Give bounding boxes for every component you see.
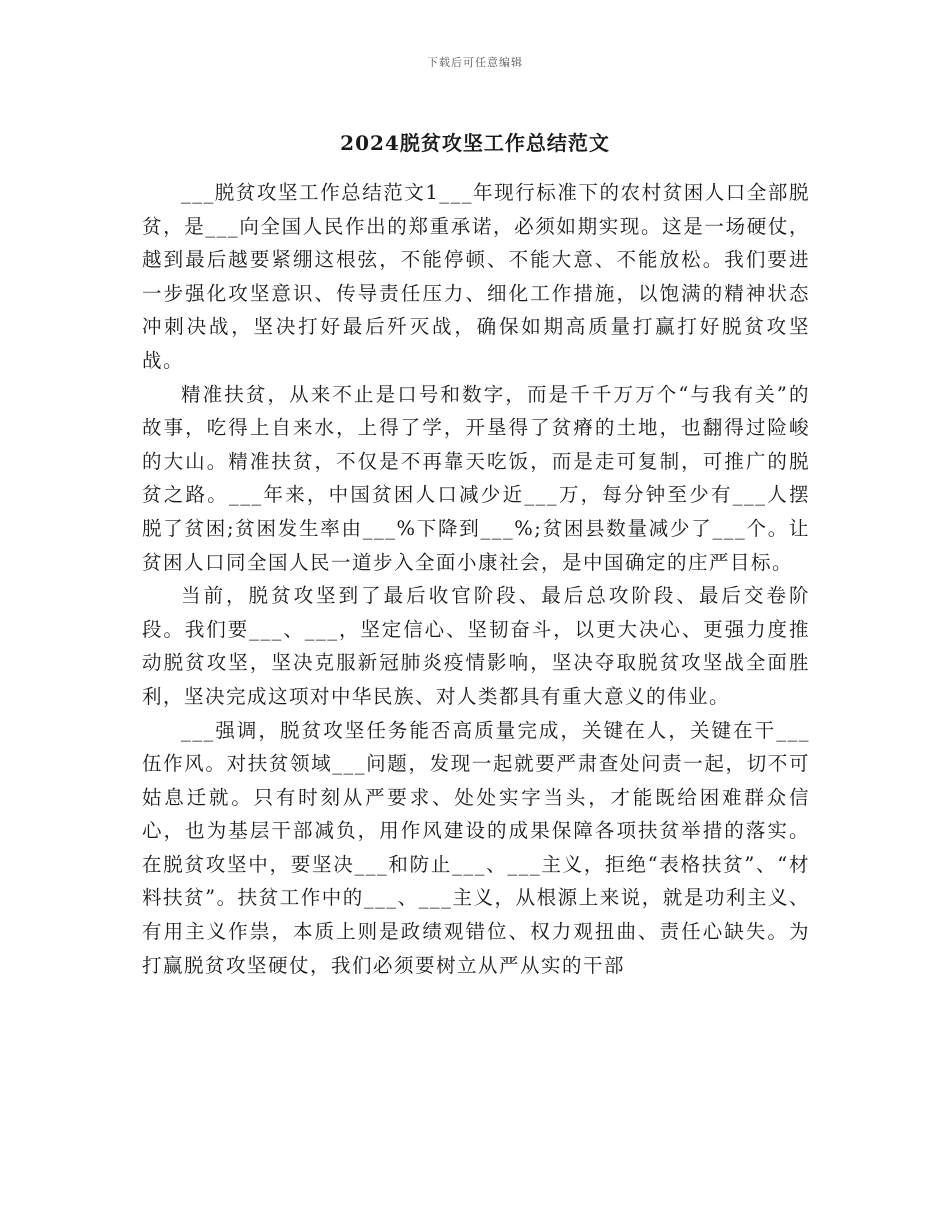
paragraph-4: ___强调，脱贫攻坚任务能否高质量完成，关键在人，关键在干___伍作风。对扶贫领域___问题，发现一起就要严肃查处问责一起，切不可姑息迁就。只有时刻从严要求、处处实字当头，才能既给困难群众信心，也为基层干部减负，用作风建设的成果保障各项扶贫举措的落实。在脱贫攻坚中，要坚决___和防止___、___主义，拒绝“表格扶贫”、“材料扶贫”。扶贫工作中的___、___主义，从根源上来说，就是功利主义、有用主义作祟，本质上则是政绩观错位、权力观扭曲、责任心缺失。为打赢脱贫攻坚硬仗，我们必须要树立从严从实的干部: [142, 718, 810, 977]
paragraph-1: ___脱贫攻坚工作总结范文1___年现行标准下的农村贫困人口全部脱贫，是___向全国人民作出的郑重承诺，必须如期实现。这是一场硬仗，越到最后越要紧绷这根弦，不能停顿、不能大意、不能放松。我们要进一步强化攻坚意识、传导责任压力、细化工作措施，以饱满的精神状态冲刺决战，坚决打好最后歼灭战，确保如期高质量打赢打好脱贫攻坚战。: [142, 181, 810, 372]
paragraph-3: 当前，脱贫攻坚到了最后收官阶段、最后总攻阶段、最后交卷阶段。我们要___、___，坚定信心、坚韧奋斗，以更大决心、更强力度推动脱贫攻坚，坚决克服新冠肺炎疫情影响，坚决夺取脱贫攻坚战全面胜利，坚决完成这项对中华民族、对人类都具有重大意义的伟业。: [142, 584, 810, 708]
document-title: 2024脱贫攻坚工作总结范文: [340, 131, 610, 155]
paragraph-2: 精准扶贫，从来不止是口号和数字，而是千千万万个“与我有关”的故事，吃得上自来水，上得了学，开垦得了贫瘠的土地，也翻得过险峻的大山。精准扶贫，不仅是不再靠天吃饭，而是走可复制，可推广的脱贫之路。___年来，中国贫困人口减少近___万，每分钟至少有___人摆脱了贫困;贫困发生率由___%下降到___%;贫困县数量减少了___个。让贫困人口同全国人民一道步入全面小康社会，是中国确定的庄严目标。: [142, 382, 810, 574]
page-header: 下载后可任意编辑: [427, 56, 523, 69]
document-body: [142, 176, 810, 982]
